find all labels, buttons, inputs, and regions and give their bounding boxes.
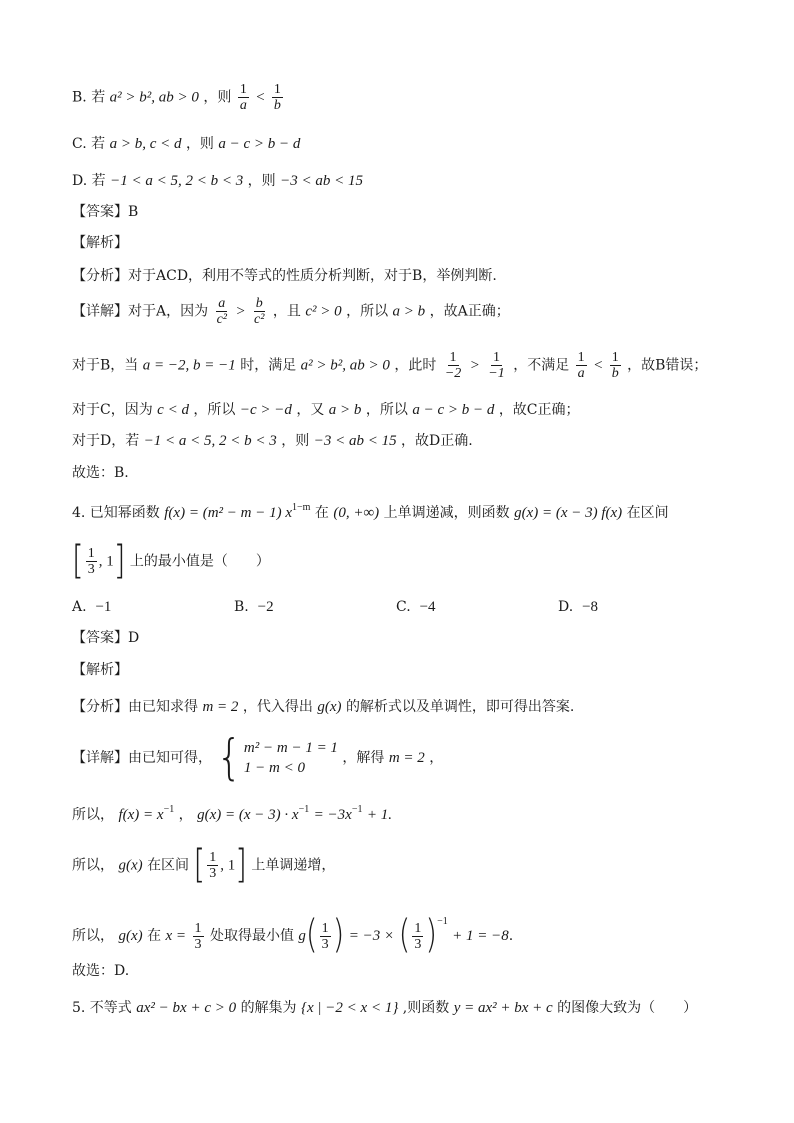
analysis-summary: 【分析】由已知求得 m = 2 ，代入得出 g(x) 的解析式以及单调性，即可得出答案. <box>72 699 575 715</box>
q4-option-b: B. −2 <box>234 599 274 615</box>
analysis-summary: 【分析】对于ACD，利用不等式的性质分析判断，对于B，举例判断. <box>72 268 497 284</box>
fraction: $\frac{1}{-1}$ <box>488 350 505 381</box>
option-b-condition: a² > b², ab > 0 <box>109 89 199 106</box>
analysis-label: 【解析】 <box>72 662 128 678</box>
equation-system: { m² − m − 1 = 1 1 − m < 0 <box>216 730 338 786</box>
question-4-interval: [ $\frac{1}{3}$ , 1] 上的最小值是（ ） <box>72 538 270 584</box>
question-4: 4. 已知幂函数 f(x) = (m² − m − 1) $x^{1-m}$ 在 (0, +∞) 上单调递减，则函数 g(x) = (x − 3) f(x) 在区间 <box>72 502 669 521</box>
answer-label: 【答案】B <box>72 204 139 220</box>
so-line-3: 所以， g(x) 在 x = $\frac{1}{3}$ 处取得最小值 g( $\frac{1}{3}$ ) = −3 × ( $\frac{1}{3}$ )$^{-1}$ + 1 = −8. <box>72 912 514 959</box>
q4-option-c: C. −4 <box>396 599 436 615</box>
fraction: $\frac{1}{3}$ <box>414 920 422 952</box>
answer-label: 【答案】D <box>72 630 140 646</box>
question-5: 5. 不等式 ax² − bx + c > 0 的解集为 {x | −2 < x < 1} ,则函数 y = ax² + bx + c 的图像大致为（ ） <box>72 1000 698 1016</box>
detail-a: 【详解】对于A，因为 $\frac{a}{\text{c²}}$ > $\frac{b}{\text{c²}}$ ，且 c² > 0 ，所以 a > b ，故A正确； <box>72 296 510 327</box>
fraction: $\frac{1}{b}$ <box>611 350 619 381</box>
detail-b: 对于B，当 a = −2, b = −1 时，满足 a² > b², ab > 0 ，此时 $\frac{1}{-2}$ > $\frac{1}{-1}$ ，不满足 $\frac{1}{a}$ < $\frac{1}{b}$ ，故B错误； <box>72 350 708 381</box>
analysis-label: 【解析】 <box>72 235 128 251</box>
fraction: $\frac{1}{-2}$ <box>444 350 462 381</box>
fraction: $\frac{1}{3}$ <box>87 546 95 577</box>
detail-d: 对于D，若 −1 < a < 5, 2 < b < 3 ，则 −3 < ab < 15 ，故D正确. <box>72 433 473 449</box>
q4-option-a: A. −1 <box>72 599 112 615</box>
choice-result: 故选：B. <box>72 465 129 481</box>
q4-option-d: D. −8 <box>558 599 599 615</box>
detail-c: 对于C，因为 c < d ，所以 −c > −d ，又 a > b ，所以 a − c > b − d ，故C正确； <box>72 402 580 418</box>
fraction: $\frac{1}{3}$ <box>321 920 329 952</box>
fraction: $\frac{b}{\text{c²}}$ <box>254 296 265 327</box>
so-line-2: 所以， g(x) 在区间 [ $\frac{1}{3}$ , 1] 上单调递增， <box>72 842 336 888</box>
fraction: $\frac{1}{3}$ <box>194 920 202 952</box>
choice-result: 故选：D. <box>72 963 130 979</box>
detail-system: 【详解】由已知可得， { m² − m − 1 = 1 1 − m < 0 ，解得 m = 2 ， <box>72 730 444 786</box>
fraction: $\frac{1}{a}$ <box>577 350 585 381</box>
fraction: $\frac{a}{\text{c²}}$ <box>216 296 227 327</box>
option-b: B. 若 a² > b², ab > 0 ，则 $\frac{1}{a}$ < $\frac{1}{b}$ <box>72 82 281 113</box>
option-c: C. 若 a > b, c < d ，则 a − c > b − d <box>72 136 301 152</box>
fraction: $\frac{1}{a}$ <box>239 82 247 113</box>
so-line-1: 所以， $f(x) = x^{-1}$ ， $g(x) = (x - 3) \cdot x^{-1} = -3x^{-1} + 1$. <box>72 804 393 823</box>
fraction: $\frac{1}{3}$ <box>209 850 217 881</box>
fraction: $\frac{1}{b}$ <box>273 82 281 113</box>
option-d: D. 若 −1 < a < 5, 2 < b < 3 ，则 −3 < ab < 15 <box>72 173 363 189</box>
